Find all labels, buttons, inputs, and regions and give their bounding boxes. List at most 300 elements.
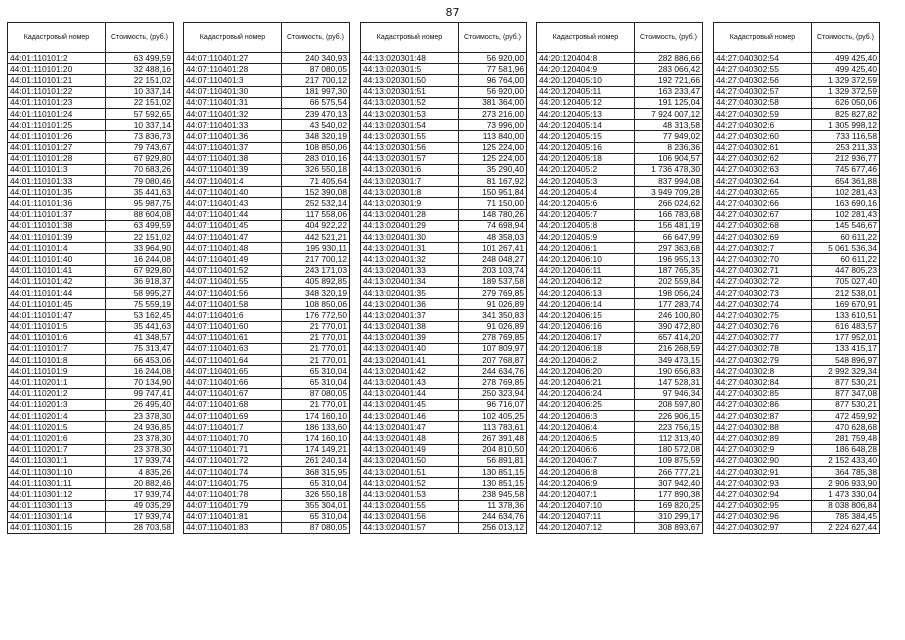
- cadastral-number-cell: 44:13:020301:48: [361, 53, 459, 64]
- table-row: [714, 422, 880, 433]
- cost-cell: 341 350,83: [459, 310, 527, 321]
- table-row: [537, 422, 703, 433]
- cost-cell: 244 634,76: [459, 366, 527, 377]
- cadastral-number-cell: 44:07:110401:33: [184, 120, 282, 131]
- cadastral-number-cell: 44:07:110401:69: [184, 411, 282, 422]
- cost-cell: 65 310,04: [282, 511, 350, 522]
- table-row: [714, 466, 880, 477]
- cadastral-number-cell: 44:20:120405:15: [537, 131, 635, 142]
- cost-cell: 147 528,31: [635, 377, 703, 388]
- cadastral-number-cell: 44:20:120406:15: [537, 310, 635, 321]
- cadastral-number-cell: 44:07:110401:70: [184, 433, 282, 444]
- cost-cell: 66 647,99: [635, 232, 703, 243]
- cadastral-number-cell: 44:01:110201:5: [8, 422, 106, 433]
- table-row: [537, 64, 703, 75]
- cadastral-number-cell: 44:27:040302:59: [714, 108, 812, 119]
- table-row: [184, 108, 350, 119]
- cadastral-number-cell: 44:20:120405:18: [537, 153, 635, 164]
- cadastral-number-cell: 44:01:110101:44: [8, 287, 106, 298]
- cost-cell: 442 521,21: [282, 232, 350, 243]
- cost-cell: 266 777,21: [635, 466, 703, 477]
- table-row: [8, 164, 174, 175]
- cadastral-number-cell: 44:07:110401:79: [184, 500, 282, 511]
- cost-cell: 1 473 330,04: [812, 489, 880, 500]
- cost-cell: 240 340,93: [282, 53, 350, 64]
- cadastral-number-cell: 44:07:110401:36: [184, 131, 282, 142]
- cost-cell: 267 391,48: [459, 433, 527, 444]
- cost-cell: 654 361,88: [812, 176, 880, 187]
- cost-cell: 26 495,40: [106, 399, 174, 410]
- table-row: [537, 522, 703, 533]
- cost-cell: 198 056,24: [635, 287, 703, 298]
- table-row: [184, 489, 350, 500]
- cadastral-number-cell: 44:07:110401:52: [184, 265, 282, 276]
- cadastral-number-cell: 44:20:120406:14: [537, 299, 635, 310]
- table-row: [361, 466, 527, 477]
- cost-cell: 877 530,21: [812, 377, 880, 388]
- cadastral-number-cell: 44:07:110401:49: [184, 254, 282, 265]
- table-row: [8, 478, 174, 489]
- table-row: [8, 444, 174, 455]
- cost-cell: 57 592,65: [106, 108, 174, 119]
- cost-cell: 77 581,96: [459, 64, 527, 75]
- table-row: [361, 209, 527, 220]
- cadastral-number-cell: 44:20:120404:8: [537, 53, 635, 64]
- cost-cell: 21 770,01: [282, 399, 350, 410]
- cost-cell: 204 810,50: [459, 444, 527, 455]
- table-row: [184, 86, 350, 97]
- table-row: [361, 276, 527, 287]
- table-row: [8, 232, 174, 243]
- table-row: [361, 399, 527, 410]
- cost-cell: 252 532,14: [282, 198, 350, 209]
- cost-cell: 3 949 709,28: [635, 187, 703, 198]
- cadastral-number-cell: 44:13:020301:53: [361, 108, 459, 119]
- table-row: [537, 399, 703, 410]
- cost-cell: 2 906 933,90: [812, 478, 880, 489]
- table-row: [361, 299, 527, 310]
- cost-cell: 1 329 372,59: [812, 86, 880, 97]
- cadastral-number-cell: 44:07:110401:72: [184, 455, 282, 466]
- cost-cell: 326 550,18: [282, 164, 350, 175]
- table-row: [714, 455, 880, 466]
- cost-cell: 447 805,23: [812, 265, 880, 276]
- cadastral-number-cell: 44:07:110401:43: [184, 198, 282, 209]
- cost-cell: 499 425,40: [812, 64, 880, 75]
- table-row: [184, 64, 350, 75]
- cadastral-number-cell: 44:27:040302:56: [714, 75, 812, 86]
- table-row: [537, 343, 703, 354]
- cadastral-number-cell: 44:07:110401:30: [184, 86, 282, 97]
- cadastral-number-cell: 44:01:110101:28: [8, 153, 106, 164]
- table-row: [8, 489, 174, 500]
- cost-cell: 190 656,83: [635, 366, 703, 377]
- table-row: [8, 287, 174, 298]
- table-row: [714, 142, 880, 153]
- cost-cell: 349 473,15: [635, 355, 703, 366]
- cost-cell: 148 780,26: [459, 209, 527, 220]
- cost-cell: 23 378,30: [106, 444, 174, 455]
- cost-cell: 16 244,08: [106, 254, 174, 265]
- cadastral-number-cell: 44:13:020301:55: [361, 131, 459, 142]
- table-row: [184, 53, 350, 64]
- cost-cell: 117 558,06: [282, 209, 350, 220]
- table-row: [8, 243, 174, 254]
- cadastral-number-cell: 44:27:040302:62: [714, 153, 812, 164]
- table-row: [8, 153, 174, 164]
- table-row: [361, 108, 527, 119]
- table-row: [537, 332, 703, 343]
- cost-cell: 273 216,00: [459, 108, 527, 119]
- table-row: [184, 355, 350, 366]
- cadastral-number-cell: 44:13:020301:56: [361, 142, 459, 153]
- table-row: [184, 433, 350, 444]
- table-row: [537, 489, 703, 500]
- cost-cell: 355 304,01: [282, 500, 350, 511]
- cadastral-number-cell: 44:20:120405:10: [537, 75, 635, 86]
- cadastral-number-cell: 44:01:110101:2: [8, 53, 106, 64]
- table-row: [8, 97, 174, 108]
- cost-cell: 75 559,19: [106, 299, 174, 310]
- cost-cell: 56 891,81: [459, 455, 527, 466]
- table-row: [8, 332, 174, 343]
- cost-cell: 166 783,68: [635, 209, 703, 220]
- table-row: [184, 131, 350, 142]
- cadastral-number-cell: 44:27:040302:84: [714, 377, 812, 388]
- table-row: [714, 310, 880, 321]
- table-row: [184, 232, 350, 243]
- cadastral-number-cell: 44:20:120407:10: [537, 500, 635, 511]
- cost-cell: 10 337,14: [106, 86, 174, 97]
- cost-cell: 310 299,17: [635, 511, 703, 522]
- cadastral-number-cell: 44:20:120406:5: [537, 433, 635, 444]
- table-row: [714, 287, 880, 298]
- table-row: [184, 422, 350, 433]
- cadastral-number-cell: 44:27:040302:64: [714, 176, 812, 187]
- cadastral-number-cell: 44:27:040302:87: [714, 411, 812, 422]
- table-row: [8, 142, 174, 153]
- cadastral-number-cell: 44:01:110301:10: [8, 466, 106, 477]
- cost-cell: 102 281,43: [812, 209, 880, 220]
- cadastral-number-cell: 44:07:110401:65: [184, 366, 282, 377]
- table-row: [714, 276, 880, 287]
- cost-cell: 657 414,20: [635, 332, 703, 343]
- table-row: [184, 466, 350, 477]
- cadastral-number-cell: 44:20:120406:1: [537, 243, 635, 254]
- cost-cell: 145 546,67: [812, 220, 880, 231]
- cadastral-number-cell: 44:07:110401:28: [184, 64, 282, 75]
- table-row: [714, 366, 880, 377]
- cost-cell: 10 337,14: [106, 120, 174, 131]
- cadastral-number-cell: 44:20:120407:11: [537, 511, 635, 522]
- cost-cell: 113 783,61: [459, 422, 527, 433]
- table-row: [537, 75, 703, 86]
- column-header-cadastral-number: Кадастровый номер: [361, 23, 459, 53]
- table-row: [184, 478, 350, 489]
- table-row: [8, 411, 174, 422]
- cadastral-number-cell: 44:13:020401:47: [361, 422, 459, 433]
- cost-cell: 91 026,89: [459, 321, 527, 332]
- cost-cell: 63 499,59: [106, 53, 174, 64]
- table-row: [8, 265, 174, 276]
- cadastral-table: [360, 22, 527, 534]
- cadastral-number-cell: 44:07:110401:6: [184, 310, 282, 321]
- table-row: [714, 411, 880, 422]
- cadastral-number-cell: 44:13:020301:7: [361, 176, 459, 187]
- table-row: [714, 489, 880, 500]
- table-row: [184, 299, 350, 310]
- cadastral-number-cell: 44:07:110401:61: [184, 332, 282, 343]
- cadastral-number-cell: 44:07:110401:4: [184, 176, 282, 187]
- table-row: [537, 478, 703, 489]
- cost-cell: 283 010,16: [282, 153, 350, 164]
- cadastral-number-cell: 44:01:110101:3: [8, 164, 106, 175]
- cost-cell: 112 313,40: [635, 433, 703, 444]
- cost-cell: 877 530,21: [812, 399, 880, 410]
- cadastral-number-cell: 44:20:120405:8: [537, 220, 635, 231]
- table-row: [714, 321, 880, 332]
- table-row: [361, 343, 527, 354]
- table-row: [8, 500, 174, 511]
- table-row: [361, 53, 527, 64]
- table-row: [537, 265, 703, 276]
- cadastral-number-cell: 44:20:120406:17: [537, 332, 635, 343]
- cost-cell: 1 736 478,30: [635, 164, 703, 175]
- cadastral-number-cell: 44:01:110101:6: [8, 332, 106, 343]
- table-row: [537, 433, 703, 444]
- cadastral-number-cell: 44:01:110101:4: [8, 243, 106, 254]
- cost-cell: 87 080,05: [282, 64, 350, 75]
- cadastral-number-cell: 44:01:110101:27: [8, 142, 106, 153]
- table-row: [8, 511, 174, 522]
- table-row: [361, 187, 527, 198]
- table-row: [8, 343, 174, 354]
- cadastral-number-cell: 44:20:120406:6: [537, 444, 635, 455]
- cadastral-number-cell: 44:01:110101:5: [8, 321, 106, 332]
- cadastral-number-cell: 44:07:110401:7: [184, 422, 282, 433]
- cadastral-number-cell: 44:20:120406:13: [537, 287, 635, 298]
- cost-cell: 217 700,12: [282, 75, 350, 86]
- cost-cell: 66 453,06: [106, 355, 174, 366]
- cost-cell: 169 820,25: [635, 500, 703, 511]
- cost-cell: 1 329 372,59: [812, 75, 880, 86]
- cost-cell: 282 886,66: [635, 53, 703, 64]
- table-row: [8, 366, 174, 377]
- cadastral-number-cell: 44:20:120406:10: [537, 254, 635, 265]
- cost-cell: 81 167,92: [459, 176, 527, 187]
- cadastral-number-cell: 44:27:040302:67: [714, 209, 812, 220]
- table-row: [537, 187, 703, 198]
- cost-cell: 348 320,19: [282, 287, 350, 298]
- cadastral-number-cell: 44:07:110401:63: [184, 343, 282, 354]
- table-row: [714, 511, 880, 522]
- cost-cell: 75 313,47: [106, 343, 174, 354]
- cost-cell: 21 770,01: [282, 343, 350, 354]
- cadastral-number-cell: 44:01:110301:11: [8, 478, 106, 489]
- cadastral-number-cell: 44:27:040302:66: [714, 198, 812, 209]
- column-header-cadastral-number: Кадастровый номер: [537, 23, 635, 53]
- cadastral-number-cell: 44:07:110401:66: [184, 377, 282, 388]
- cadastral-number-cell: 44:01:110101:26: [8, 131, 106, 142]
- cadastral-number-cell: 44:20:120406:24: [537, 388, 635, 399]
- table-row: [537, 388, 703, 399]
- cadastral-number-cell: 44:07:110401:81: [184, 511, 282, 522]
- cost-cell: 156 481,19: [635, 220, 703, 231]
- cost-cell: 207 768,87: [459, 355, 527, 366]
- cadastral-number-cell: 44:20:120406:7: [537, 455, 635, 466]
- cadastral-number-cell: 44:20:120405:7: [537, 209, 635, 220]
- cadastral-number-cell: 44:27:040302:94: [714, 489, 812, 500]
- table-row: [361, 455, 527, 466]
- cadastral-number-cell: 44:01:110201:3: [8, 399, 106, 410]
- cadastral-number-cell: 44:13:020401:29: [361, 220, 459, 231]
- cadastral-number-cell: 44:20:120405:6: [537, 198, 635, 209]
- cost-cell: 67 929,80: [106, 153, 174, 164]
- cadastral-number-cell: 44:01:110301:15: [8, 522, 106, 533]
- cadastral-number-cell: 44:07:110401:38: [184, 153, 282, 164]
- table-row: [184, 399, 350, 410]
- cost-cell: 108 850,06: [282, 142, 350, 153]
- cadastral-number-cell: 44:27:040302:73: [714, 287, 812, 298]
- table-row: [8, 355, 174, 366]
- table-row: [537, 53, 703, 64]
- cadastral-number-cell: 44:13:020301:6: [361, 164, 459, 175]
- cadastral-number-cell: 44:07:110401:3: [184, 75, 282, 86]
- cost-cell: 17 939,74: [106, 511, 174, 522]
- cadastral-number-cell: 44:20:120405:12: [537, 97, 635, 108]
- cost-cell: 48 358,03: [459, 232, 527, 243]
- cost-cell: 1 305 998,12: [812, 120, 880, 131]
- cadastral-number-cell: 44:13:020401:52: [361, 478, 459, 489]
- cost-cell: 248 048,27: [459, 254, 527, 265]
- table-row: [361, 232, 527, 243]
- table-row: [184, 343, 350, 354]
- table-row: [714, 232, 880, 243]
- cadastral-number-cell: 44:27:040302:57: [714, 86, 812, 97]
- table-row: [184, 332, 350, 343]
- cost-cell: 163 690,16: [812, 198, 880, 209]
- column-header-cost: Стоимость, (руб.): [282, 23, 350, 53]
- table-row: [714, 299, 880, 310]
- cadastral-table: [713, 22, 880, 534]
- cost-cell: 133 610,51: [812, 310, 880, 321]
- cost-cell: 125 224,00: [459, 142, 527, 153]
- cost-cell: 176 772,50: [282, 310, 350, 321]
- cadastral-number-cell: 44:01:110201:6: [8, 433, 106, 444]
- cadastral-number-cell: 44:27:040302:85: [714, 388, 812, 399]
- cost-cell: 33 964,90: [106, 243, 174, 254]
- table-row: [184, 310, 350, 321]
- cadastral-number-cell: 44:27:040302:78: [714, 343, 812, 354]
- cost-cell: 279 769,85: [459, 287, 527, 298]
- cost-cell: 278 769,85: [459, 377, 527, 388]
- table-row: [8, 310, 174, 321]
- table-row: [714, 75, 880, 86]
- cadastral-number-cell: 44:07:110401:58: [184, 299, 282, 310]
- cost-cell: 189 537,58: [459, 276, 527, 287]
- table-row: [714, 243, 880, 254]
- column-header-cost: Стоимость, (руб.): [106, 23, 174, 53]
- cadastral-number-cell: 44:13:020301:52: [361, 97, 459, 108]
- cost-cell: 203 103,74: [459, 265, 527, 276]
- cost-cell: 308 893,67: [635, 522, 703, 533]
- column-header-cost: Стоимость, (руб.): [459, 23, 527, 53]
- table-row: [537, 220, 703, 231]
- cadastral-number-cell: 44:27:040302:6: [714, 120, 812, 131]
- table-row: [361, 176, 527, 187]
- cadastral-number-cell: 44:27:040302:79: [714, 355, 812, 366]
- cost-cell: 196 955,13: [635, 254, 703, 265]
- cadastral-number-cell: 44:27:040302:75: [714, 310, 812, 321]
- cadastral-number-cell: 44:20:120405:14: [537, 120, 635, 131]
- table-row: [184, 120, 350, 131]
- table-row: [361, 332, 527, 343]
- cost-cell: 97 946,34: [635, 388, 703, 399]
- cadastral-number-cell: 44:27:040302:91: [714, 466, 812, 477]
- table-row: [184, 243, 350, 254]
- cost-cell: 48 313,58: [635, 120, 703, 131]
- table-row: [184, 97, 350, 108]
- cost-cell: 43 540,02: [282, 120, 350, 131]
- table-row: [714, 153, 880, 164]
- cost-cell: 326 550,18: [282, 489, 350, 500]
- table-row: [537, 120, 703, 131]
- cadastral-number-cell: 44:20:120405:2: [537, 164, 635, 175]
- cadastral-number-cell: 44:27:040302:90: [714, 455, 812, 466]
- cadastral-number-cell: 44:27:040302:70: [714, 254, 812, 265]
- cadastral-number-cell: 44:20:120406:9: [537, 478, 635, 489]
- cadastral-number-cell: 44:27:040302:89: [714, 433, 812, 444]
- cost-cell: 91 026,89: [459, 299, 527, 310]
- page-number: 87: [445, 6, 460, 19]
- table-row: [714, 86, 880, 97]
- cadastral-number-cell: 44:01:110101:25: [8, 120, 106, 131]
- cadastral-number-cell: 44:01:110201:4: [8, 411, 106, 422]
- cadastral-table: [183, 22, 350, 534]
- cost-cell: 348 320,19: [282, 131, 350, 142]
- table-row: [361, 120, 527, 131]
- cost-cell: 216 268,59: [635, 343, 703, 354]
- table-row: [8, 522, 174, 533]
- table-row: [361, 310, 527, 321]
- cadastral-number-cell: 44:07:110401:55: [184, 276, 282, 287]
- cost-cell: 7 924 007,12: [635, 108, 703, 119]
- table-row: [714, 209, 880, 220]
- cadastral-number-cell: 44:13:020401:39: [361, 332, 459, 343]
- cost-cell: 35 290,40: [459, 164, 527, 175]
- cost-cell: 133 415,17: [812, 343, 880, 354]
- cadastral-table: [536, 22, 703, 534]
- cadastral-number-cell: 44:13:020401:36: [361, 299, 459, 310]
- table-row: [361, 142, 527, 153]
- cost-cell: 17 939,74: [106, 489, 174, 500]
- table-row: [184, 265, 350, 276]
- cadastral-number-cell: 44:13:020401:32: [361, 254, 459, 265]
- table-row: [537, 97, 703, 108]
- table-row: [714, 108, 880, 119]
- cadastral-number-cell: 44:13:020401:35: [361, 287, 459, 298]
- cadastral-number-cell: 44:27:040302:68: [714, 220, 812, 231]
- table-row: [537, 176, 703, 187]
- cost-cell: 99 747,41: [106, 388, 174, 399]
- cost-cell: 79 080,46: [106, 176, 174, 187]
- cost-cell: 108 850,06: [282, 299, 350, 310]
- table-row: [8, 86, 174, 97]
- table-row: [361, 321, 527, 332]
- cost-cell: 404 922,22: [282, 220, 350, 231]
- cost-cell: 56 920,00: [459, 86, 527, 97]
- cadastral-number-cell: 44:20:120405:9: [537, 232, 635, 243]
